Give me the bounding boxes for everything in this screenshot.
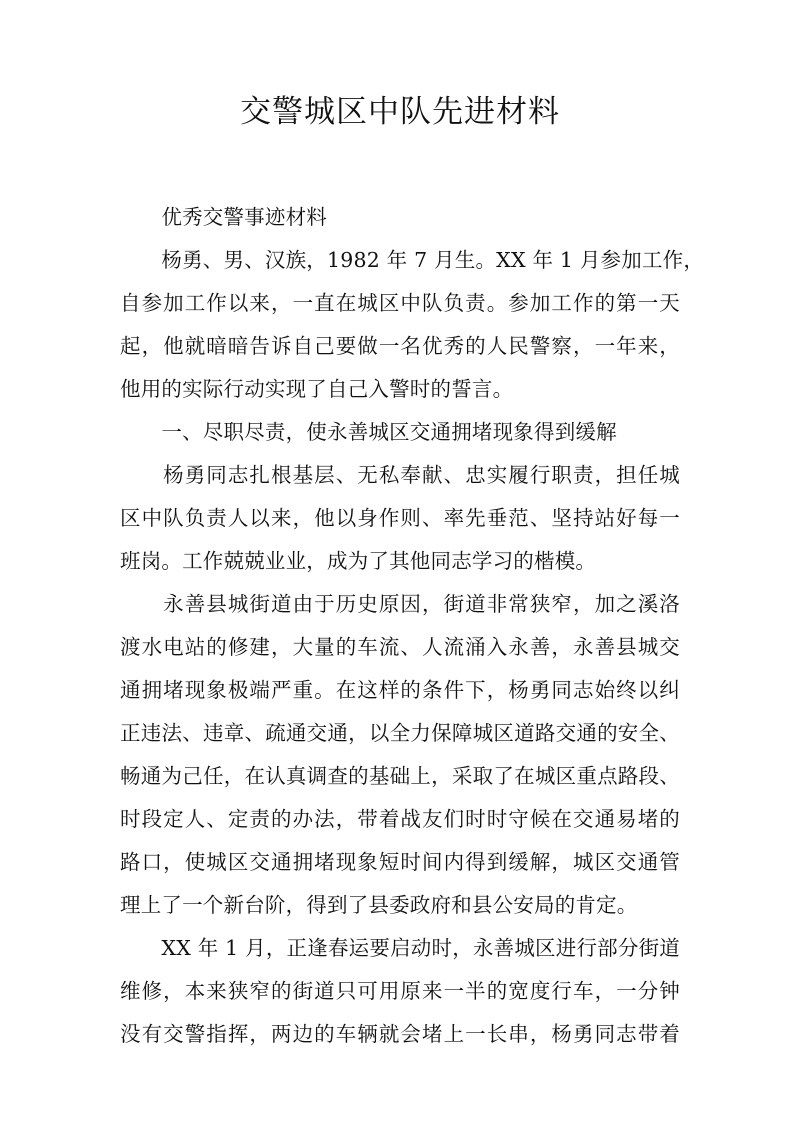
section-heading: 一、尽职尽责，使永善城区交通拥堵现象得到缓解 xyxy=(120,420,617,444)
paragraph-line: 起，他就暗暗告诉自己要做一名优秀的人民警察，一年来， xyxy=(120,334,680,358)
paragraph-line: 畅通为己任，在认真调查的基础上，采取了在城区重点路段、 xyxy=(120,764,680,788)
paragraph-line: 时段定人、定责的办法，带着战友们时时守候在交通易堵的 xyxy=(120,807,680,831)
paragraph-line: 路口，使城区交通拥堵现象短时间内得到缓解，城区交通管 xyxy=(120,850,680,874)
paragraph-line: 维修，本来狭窄的街道只可用原来一半的宽度行车，一分钟 xyxy=(120,979,680,1003)
document-title: 交警城区中队先进材料 xyxy=(240,94,560,130)
paragraph-line: 班岗。工作兢兢业业，成为了其他同志学习的楷模。 xyxy=(120,549,597,573)
paragraph-line: XX 年 1 月，正逢春运要启动时，永善城区进行部分街道 xyxy=(120,936,680,960)
paragraph-line: 通拥堵现象极端严重。在这样的条件下，杨勇同志始终以纠 xyxy=(120,678,680,702)
paragraph-line: 理上了一个新台阶，得到了县委政府和县公安局的肯定。 xyxy=(120,893,638,917)
paragraph-line: 区中队负责人以来，他以身作则、率先垂范、坚持站好每一 xyxy=(120,506,680,530)
paragraph-line: 杨勇同志扎根基层、无私奉献、忠实履行职责，担任城 xyxy=(120,463,680,487)
paragraph-line: 他用的实际行动实现了自己入警时的誓言。 xyxy=(120,377,514,401)
paragraph-line: 没有交警指挥，两边的车辆就会堵上一长串，杨勇同志带着 xyxy=(120,1022,680,1046)
paragraph-line: 杨勇、男、汉族，1982 年 7 月生。XX 年 1 月参加工作， xyxy=(120,248,705,272)
paragraph-line: 自参加工作以来，一直在城区中队负责。参加工作的第一天 xyxy=(120,291,680,315)
document-body xyxy=(120,196,705,1056)
paragraph-line: 正违法、违章、疏通交通，以全力保障城区道路交通的安全、 xyxy=(120,721,680,745)
section-heading: 优秀交警事迹材料 xyxy=(120,205,327,229)
paragraph-line: 渡水电站的修建，大量的车流、人流涌入永善，永善县城交 xyxy=(120,635,680,659)
paragraph-line: 永善县城街道由于历史原因，街道非常狭窄，加之溪洛 xyxy=(120,592,680,616)
